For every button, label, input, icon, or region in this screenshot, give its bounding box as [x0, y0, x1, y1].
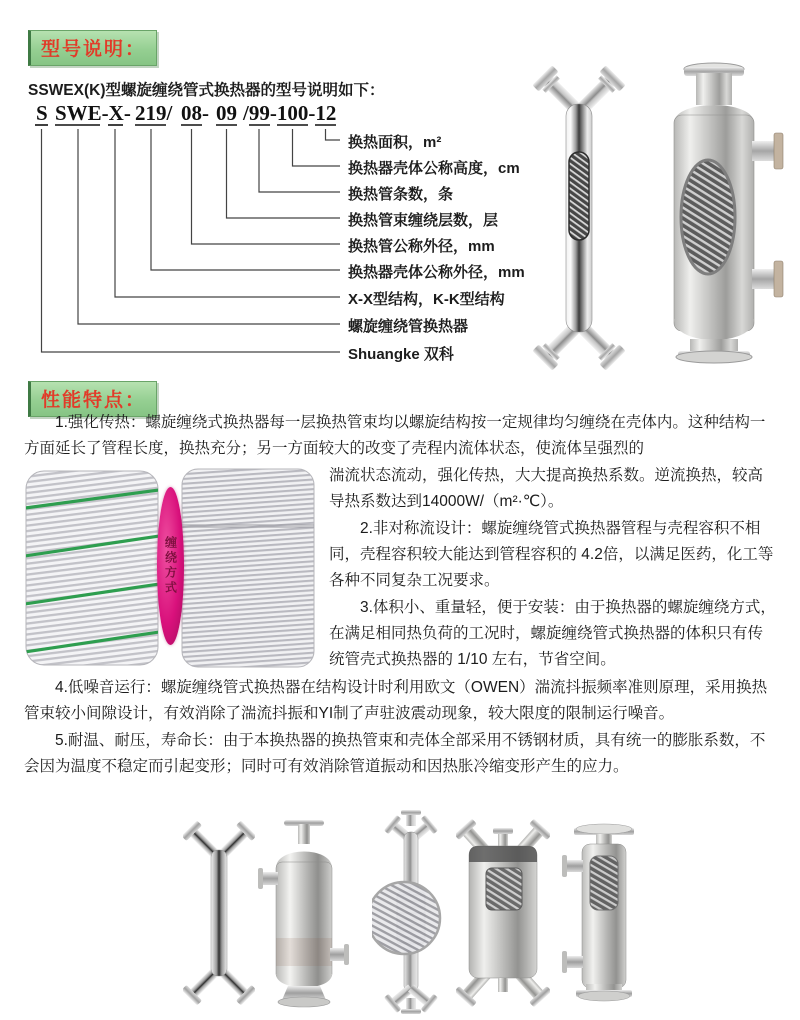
features-text-block — [24, 410, 778, 781]
feature-paragraph-2: 2.非对称流设计：螺旋缠绕管式换热器管程与壳程容积不相同，壳程容积较大能达到管程容积的 4.2倍，以满足医药，化工等各种不同复杂工况要求。 — [329, 520, 774, 589]
model-label-brand: Shuangke 双科 — [348, 346, 454, 363]
feature-paragraph-1a: 1.强化传热：螺旋缠绕式换热器每一层换热管束均以螺旋结构按一定规律均匀缠绕在壳体内。这种结构一方面延长了管程长度，换热充分；另一方面较大的改变了壳程内流体状态，使流体呈强烈的 — [24, 414, 766, 457]
model-leader-lines — [42, 129, 341, 352]
left-nozzle — [258, 868, 278, 889]
feature-paragraph-4: 4.低噪音运行：螺旋缠绕管式换热器在结构设计时利用欧文（OWEN）湍流抖振频率准则原理，采用换热管束较小间隙设计，有效消除了湍流抖振和YI制了声驻波震动现象，较大限度的限制运行噪音。 — [24, 679, 768, 722]
model-label-shell-od: 换热器壳体公称外径，mm — [348, 264, 525, 281]
model-part: 219/ — [135, 101, 173, 125]
feature-paragraph-1b: 湍流状态流动，强化传热，大大提高换热系数。逆流换热，较高导热系数达到14000W/（m²·℃）。 — [329, 467, 764, 510]
model-label-shell-height: 换热器壳体公称高度，cm — [348, 160, 520, 177]
product-photo-bottom-1 — [183, 816, 255, 1012]
cutaway-coil-window — [486, 868, 522, 910]
feature-paragraph-3: 3.体积小、重量轻，便于安装：由于换热器的螺旋缠绕方式，在满足相同热负荷的工况时，螺旋缠绕管式换热器的体积只有传统管壳式换热器的 1/10 左右，节省空间。 — [329, 599, 776, 668]
model-part: SWE-X- — [55, 101, 131, 125]
model-number-diagram — [30, 100, 775, 378]
product-photo-bottom-3 — [372, 810, 450, 1016]
winding-method-figure — [24, 465, 317, 671]
model-label-structure-type: X-X型结构，K-K型结构 — [348, 291, 505, 308]
model-part: S — [36, 101, 48, 125]
right-nozzle — [330, 944, 349, 965]
cutaway-coil-window — [590, 856, 618, 910]
product-photo-bottom-5 — [560, 820, 652, 1012]
product-photo-bottom-4 — [456, 816, 550, 1012]
model-section-badge: 型号说明： — [28, 30, 157, 66]
magnifier-coil-detail — [372, 882, 440, 954]
feature-paragraph-5: 5.耐温、耐压，寿命长：由于本换热器的换热管束和壳体全部采用不锈钢材质，具有统一的膨胀系数，不会因为温度不稳定而引起变形；同时可有效消除管道振动和因热胀冷缩变形产生的应力。 — [24, 732, 766, 775]
model-intro-line: SSWEX(K)型螺旋缠绕管式换热器的型号说明如下： — [28, 82, 385, 99]
left-nozzle-top — [562, 855, 583, 877]
winding-method-pink-label: 缠绕方式 — [157, 487, 184, 645]
features-wrap-row — [24, 463, 778, 673]
model-label-tube-count: 换热管条数，条 — [348, 186, 454, 203]
model-label-winding-layers: 换热管束缠绕层数，层 — [348, 212, 499, 229]
left-nozzle-bottom — [562, 951, 583, 973]
model-annotation-lines — [30, 100, 350, 372]
model-part: /99-100-12 — [243, 101, 337, 125]
product-photo-bottom-2 — [258, 820, 350, 1010]
model-label-area: 换热面积，m² — [348, 134, 442, 151]
model-part: 09 — [216, 101, 237, 125]
model-part: 08- — [181, 101, 209, 125]
features-section-badge: 性能特点： — [28, 381, 157, 417]
model-label-product-type: 螺旋缠绕管换热器 — [348, 318, 469, 335]
model-label-tube-od: 换热管公称外径，mm — [348, 238, 495, 255]
